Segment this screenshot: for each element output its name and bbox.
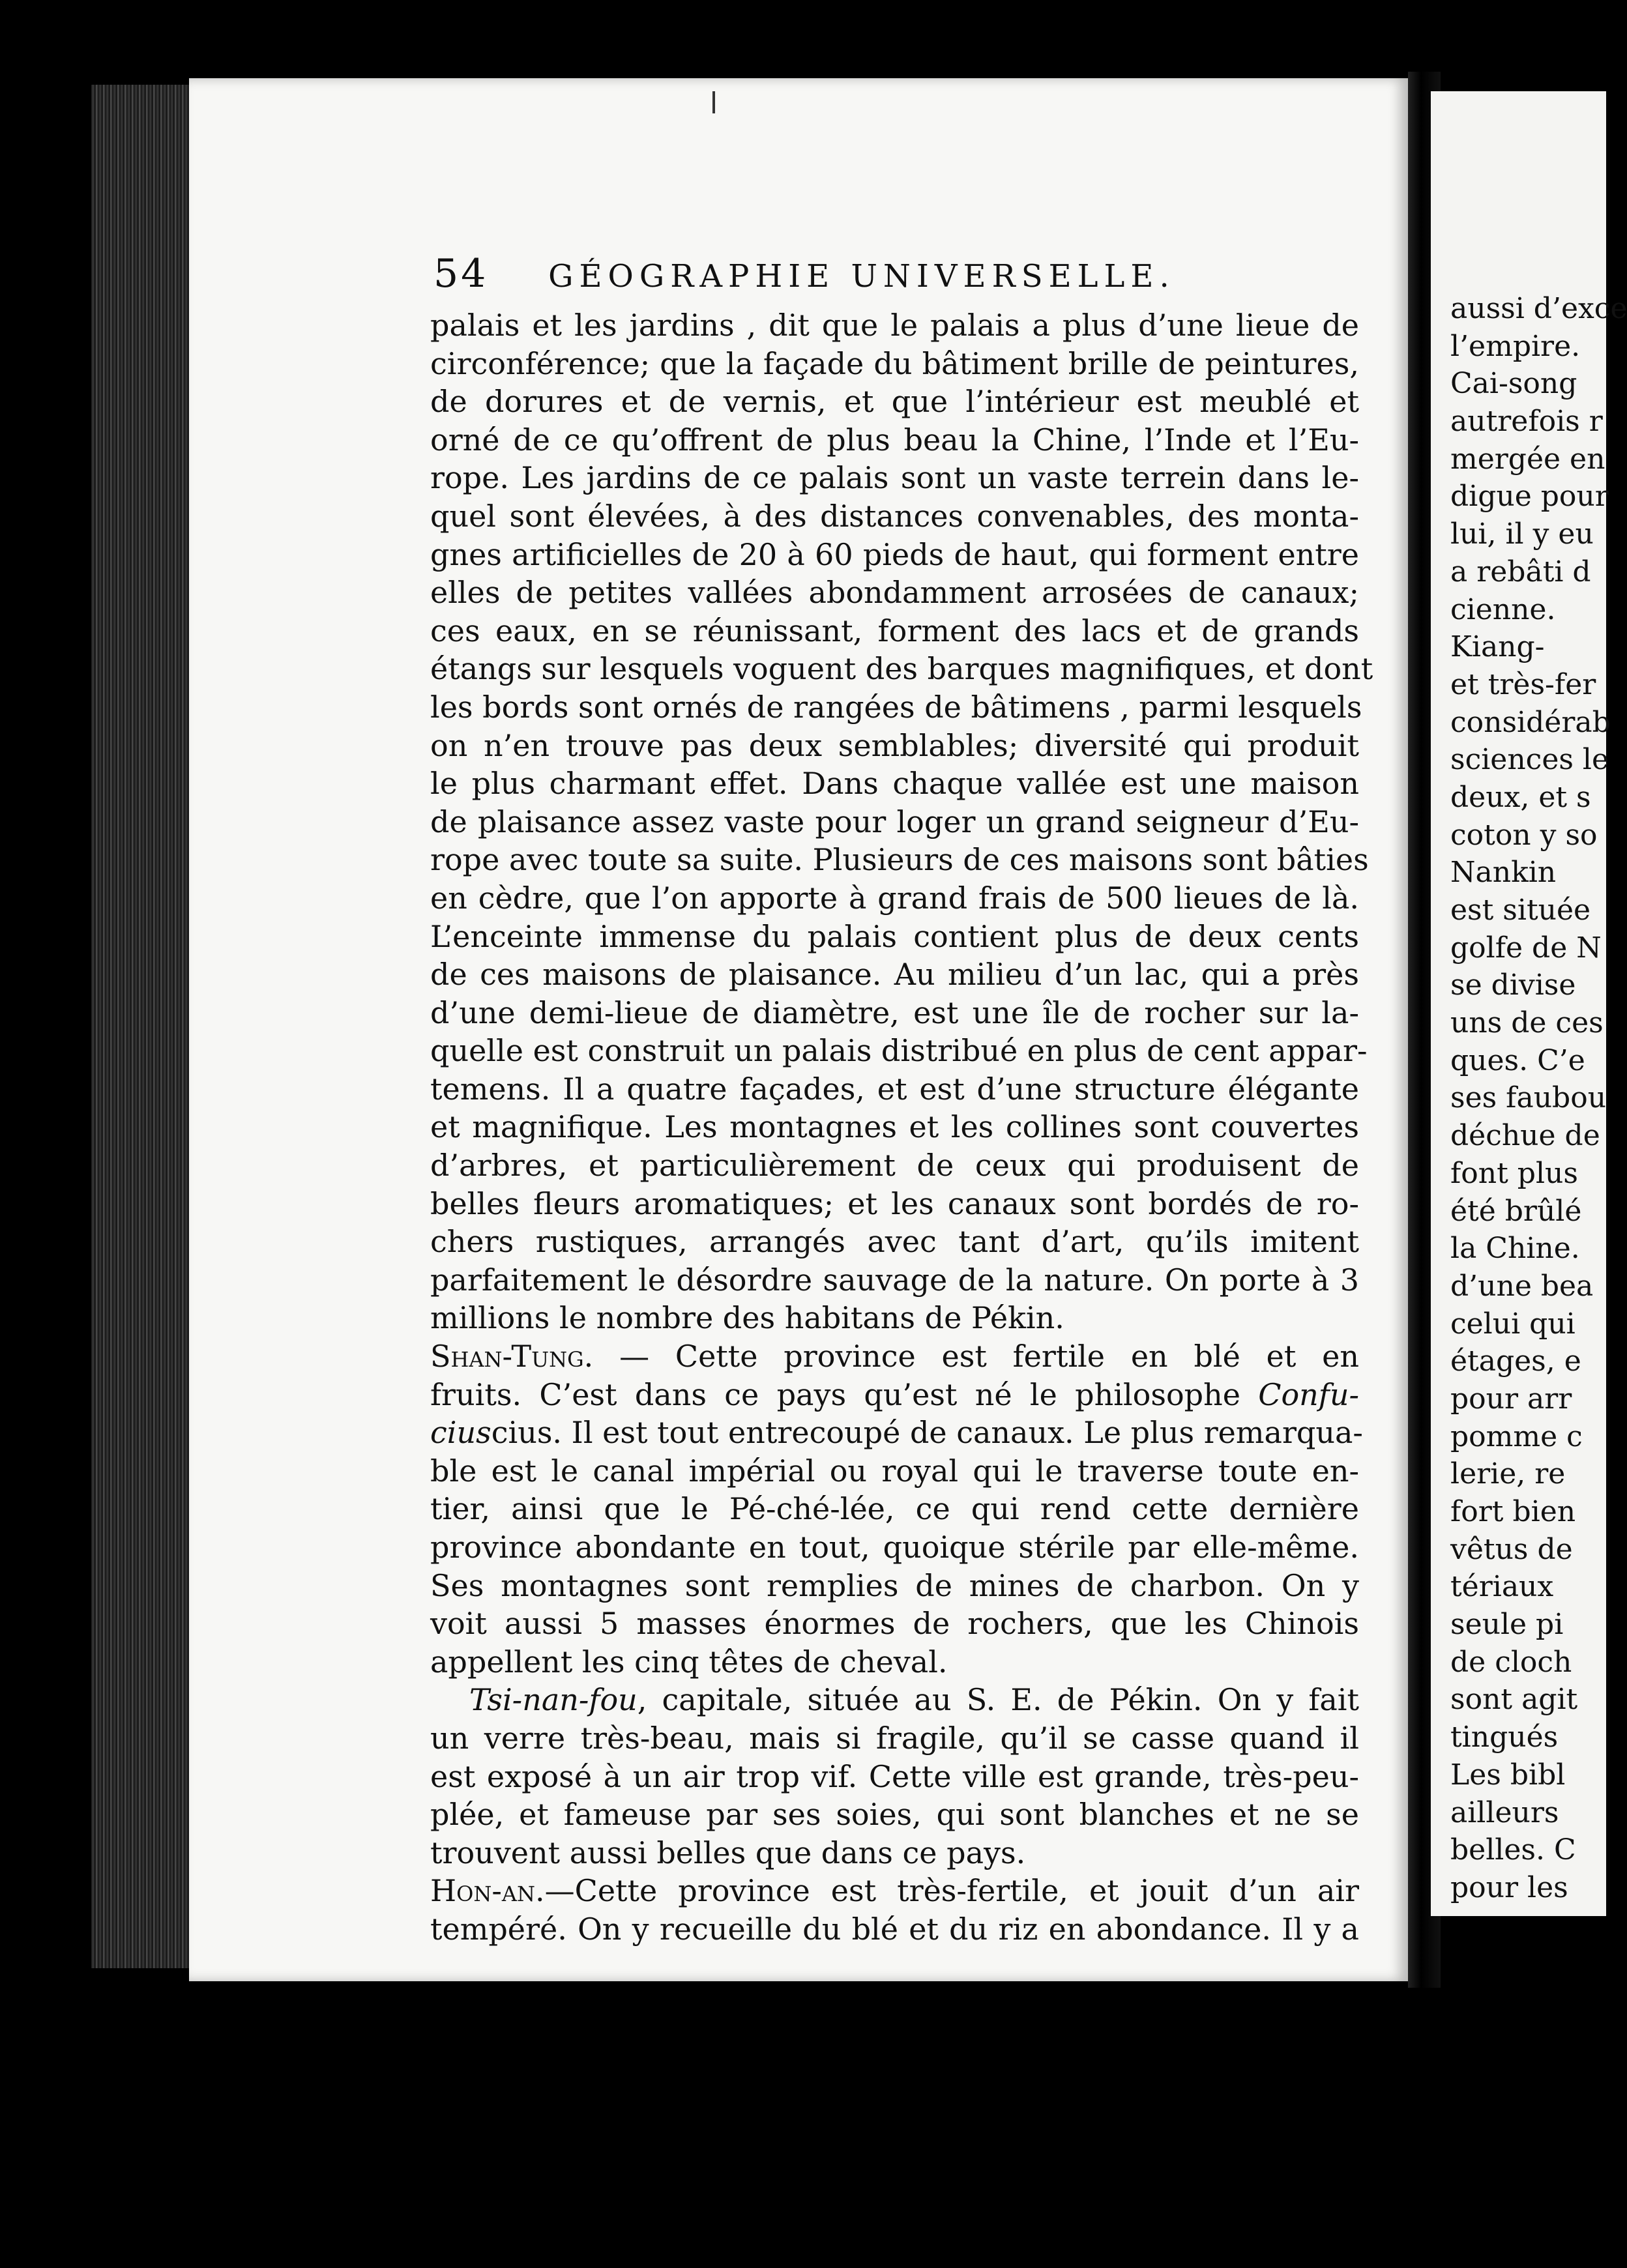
text-line: appellent les cinq têtes de cheval.	[430, 1644, 948, 1679]
text-fragment: — Cette province est fertile en blé et en	[593, 1339, 1359, 1374]
facing-text-line: Nankin	[1450, 856, 1557, 890]
text-line: plée, et fameuse par ses soies, qui sont blanches et ne se	[430, 1797, 1359, 1833]
text-line: on n’en trouve pas deux semblables; diversité qui produit	[430, 727, 1359, 763]
text-line: L’enceinte immense du palais contient plus de deux cents	[430, 918, 1359, 954]
text-fragment: —Cette province est très-fertile, et jouit d’un air	[544, 1873, 1359, 1909]
text-line: orné de ce qu’offrent de plus beau la Chine, l’Inde et l’Eu-	[430, 422, 1359, 458]
facing-text-line: coton y so	[1450, 818, 1598, 852]
main-text-block	[430, 306, 1373, 1949]
facing-text-line: mergée en	[1450, 442, 1605, 476]
facing-text-line: aussi d’exce	[1450, 292, 1627, 325]
text-line: de dorures et de vernis, et que l’intérieur est meublé et	[430, 384, 1359, 420]
facing-text-line: tériaux	[1450, 1570, 1554, 1604]
text-line: de ces maisons de plaisance. Au milieu d’un lac, qui a près	[430, 957, 1359, 993]
facing-text-line: étages, e	[1450, 1345, 1581, 1378]
text-line: rope. Les jardins de ce palais sont un vaste terrein dans le-	[430, 460, 1359, 496]
facing-text-line: lui, il y eu	[1450, 517, 1594, 551]
facing-text-line: sont agit	[1450, 1683, 1578, 1717]
facing-text-line: ses faubou	[1450, 1081, 1607, 1115]
facing-text-line: d’une bea	[1450, 1269, 1594, 1303]
text-line: millions le nombre des habitans de Pékin.	[430, 1300, 1064, 1336]
facing-text-line: l’empire.	[1450, 329, 1581, 363]
facing-text-line: digue pour	[1450, 480, 1609, 514]
section-heading-shan-tung: Shan-Tung.	[430, 1339, 594, 1374]
facing-text-line: considérab	[1450, 705, 1611, 739]
text-line: palais et les jardins , dit que le palais a plus d’une lieue de	[430, 308, 1359, 343]
text-line	[430, 1337, 1359, 1376]
text-fragment: cius. Il est tout entrecoupé de canaux. Le plus remarqua-	[491, 1415, 1363, 1451]
shan-tung-paragraph	[430, 1452, 1359, 1681]
text-line: et magnifique. Les montagnes et les collines sont couvertes	[430, 1109, 1359, 1145]
text-fragment: fruits. C’est dans ce pays qu’est né le philosophe	[430, 1376, 1259, 1412]
facing-text-line: ailleurs	[1450, 1796, 1559, 1829]
facing-text-line: pour arr	[1450, 1382, 1572, 1416]
facing-text-line: vêtus de	[1450, 1532, 1573, 1566]
facing-text-line: la Chine.	[1450, 1232, 1580, 1266]
facing-text-line: pour les	[1450, 1870, 1568, 1904]
facing-text-line: se divise	[1450, 968, 1576, 1002]
running-header	[433, 251, 1216, 297]
text-line: temens. Il a quatre façades, et est d’une structure élégante	[430, 1071, 1359, 1107]
text-line: parfaitement le désordre sauvage de la nature. On porte à 3	[430, 1262, 1359, 1298]
text-line: chers rustiques, arrangés avec tant d’art, qu’ils imitent	[430, 1224, 1359, 1260]
section-heading-hon-an: Hon-an.	[430, 1873, 545, 1909]
facing-text-line: a rebâti d	[1450, 555, 1591, 589]
facing-text-line: deux, et s	[1450, 780, 1591, 814]
facing-text-line: font plus	[1450, 1156, 1578, 1190]
facing-text-line: fort bien	[1450, 1495, 1576, 1528]
italic-name: cius	[430, 1415, 491, 1451]
text-line: quel sont élevées, à des distances convenables, des monta-	[430, 498, 1359, 534]
book-fore-edge	[91, 85, 189, 1968]
facing-text-line: ques. C’e	[1450, 1043, 1585, 1077]
facing-text-line: lerie, re	[1450, 1457, 1566, 1491]
page-number: 54	[433, 251, 489, 297]
text-line: quelle est construit un palais distribué en plus de cent appar-	[430, 1033, 1368, 1069]
text-line: d’arbres, et particulièrement de ceux qui produisent de	[430, 1148, 1359, 1184]
text-line: elles de petites vallées abondamment arrosées de canaux;	[430, 575, 1359, 611]
text-line: tempéré. On y recueille du blé et du riz en abondance. Il y a	[430, 1911, 1359, 1947]
facing-text-line: de cloch	[1450, 1645, 1572, 1679]
facing-text-line: sciences le	[1450, 743, 1609, 777]
facing-text-line: golfe de N	[1450, 931, 1602, 965]
text-line: un verre très-beau, mais si fragile, qu’il se casse quand il	[430, 1720, 1359, 1756]
text-fragment: , capitale, située au S. E. de Pékin. On y fait	[637, 1682, 1359, 1718]
facing-text-line: été brûlé	[1450, 1194, 1582, 1228]
tsi-nan-fou-paragraph	[430, 1719, 1359, 1872]
text-line: de plaisance assez vaste pour loger un grand seigneur d’Eu-	[430, 804, 1359, 839]
text-line: circonférence; que la façade du bâtiment brille de peintures,	[430, 345, 1359, 381]
main-paragraph	[430, 306, 1373, 1337]
facing-text-line: Kiang-	[1450, 630, 1545, 664]
text-line: ble est le canal impérial ou royal qui le traverse toute en-	[430, 1453, 1359, 1489]
text-line: voit aussi 5 masses énormes de rochers, que les Chinois	[430, 1606, 1359, 1642]
text-line	[430, 1376, 1359, 1414]
text-line: les bords sont ornés de rangées de bâtimens , parmi lesquels	[430, 689, 1362, 725]
text-line: le plus charmant effet. Dans chaque vallée est une maison	[430, 766, 1359, 802]
text-line: est exposé à un air trop vif. Cette ville est grande, très-peu-	[430, 1758, 1359, 1794]
text-line: trouvent aussi belles que dans ce pays.	[430, 1835, 1026, 1870]
facing-text-line: Les bibl	[1450, 1758, 1566, 1792]
text-line: étangs sur lesquels voguent des barques magnifiques, et dont	[430, 651, 1373, 687]
scan-mark	[712, 91, 715, 113]
text-line: ces eaux, en se réunissant, forment des lacs et de grands	[430, 613, 1359, 648]
running-title: GÉOGRAPHIE UNIVERSELLE.	[548, 258, 1175, 295]
text-line	[430, 1414, 1363, 1452]
facing-text-line: et très-fer	[1450, 667, 1596, 701]
facing-text-line: celui qui	[1450, 1307, 1576, 1341]
text-line	[430, 1681, 1359, 1719]
text-line: province abondante en tout, quoique stérile par elle-même.	[430, 1530, 1359, 1565]
facing-text-line: déchue de	[1450, 1119, 1600, 1153]
text-line: Ses montagnes sont remplies de mines de charbon. On y	[430, 1567, 1359, 1603]
text-line: belles fleurs aromatiques; et les canaux sont bordés de ro-	[430, 1185, 1359, 1221]
facing-text-line: uns de ces	[1450, 1006, 1604, 1040]
text-line: d’une demi-lieue de diamètre, est une île de rocher sur la-	[430, 995, 1359, 1030]
facing-text-line: autrefois r	[1450, 405, 1603, 439]
facing-text-line: belles. C	[1450, 1833, 1576, 1867]
facing-page-text	[1450, 290, 1627, 1907]
text-line: tier, ainsi que le Pé-ché-lée, ce qui rend cette dernière	[430, 1491, 1359, 1527]
italic-city-name: Tsi-nan-fou	[469, 1682, 638, 1718]
facing-text-line: pomme c	[1450, 1419, 1583, 1453]
facing-text-line: Cai-song	[1450, 367, 1577, 401]
text-line	[430, 1872, 1359, 1910]
text-line: rope avec toute sa suite. Plusieurs de ces maisons sont bâties	[430, 842, 1369, 878]
facing-text-line: tingués	[1450, 1721, 1559, 1754]
italic-name: Confu-	[1258, 1376, 1359, 1412]
text-line: en cèdre, que l’on apporte à grand frais de 500 lieues de là.	[430, 880, 1359, 916]
facing-text-line: est située	[1450, 894, 1591, 927]
facing-text-line: seule pi	[1450, 1608, 1564, 1642]
text-line: gnes artificielles de 20 à 60 pieds de haut, qui forment entre	[430, 536, 1359, 572]
facing-text-line: cienne.	[1450, 592, 1556, 626]
